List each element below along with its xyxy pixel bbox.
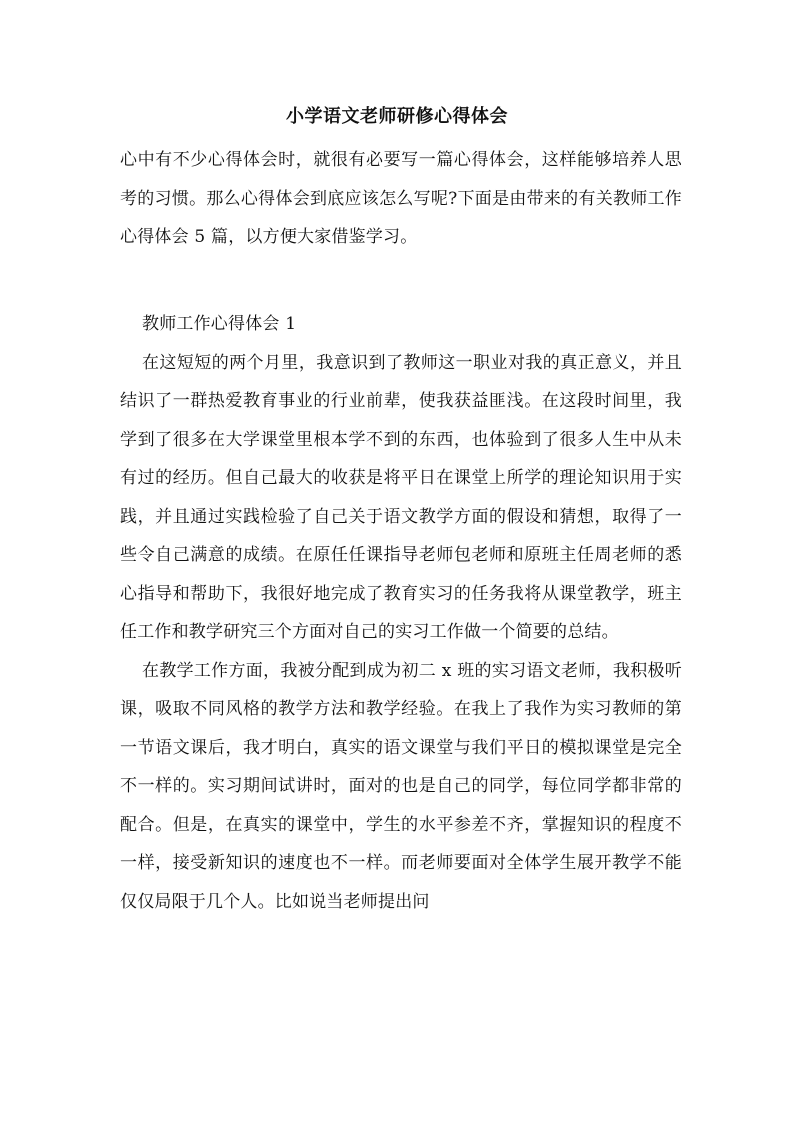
body-block — [120, 305, 682, 921]
body-paragraph-2: 在教学工作方面，我被分配到成为初二 x 班的实习语文老师，我积极听课，吸取不同风格的教学方法和教学经验。在我上了我作为实习教师的第一节语文课后，我才明白，真实的语文课堂与我们平日的模拟课堂是完全不一样的。实习期间试讲时，面对的也是自己的同学，每位同学都非常的配合。但是，在真实的课堂中，学生的水平参差不齐，掌握知识的程度不一样，接受新知识的速度也不一样。而老师要面对全体学生展开教学不能仅仅局限于几个人。比如说当老师提出问 — [120, 660, 682, 912]
intro-paragraph: 心中有不少心得体会时，就很有必要写一篇心得体会，这样能够培养人思考的习惯。那么心得体会到底应该怎么写呢?下面是由带来的有关教师工作心得体会 5 篇，以方便大家借鉴学习。 — [120, 150, 682, 247]
section-heading: 教师工作心得体会 1 — [142, 314, 297, 334]
document-title: 小学语文老师研修心得体会 — [286, 106, 508, 127]
body-paragraph-1: 在这短短的两个月里，我意识到了教师这一职业对我的真正意义，并且结识了一群热爱教育事业的行业前辈，使我获益匪浅。在这段时间里，我学到了很多在大学课堂里根本学不到的东西，也体验到了很多人生中从未有过的经历。但自己最大的收获是将平日在课堂上所学的理论知识用于实践，并且通过实践检验了自己关于语文教学方面的假设和猜想，取得了一些令自己满意的成绩。在原任任课指导老师包老师和原班主任周老师的悉心指导和帮助下，我很好地完成了教育实习的任务我将从课堂教学，班主任工作和教学研究三个方面对自己的实习工作做一个简要的总结。 — [120, 352, 682, 642]
intro-block — [120, 141, 682, 257]
